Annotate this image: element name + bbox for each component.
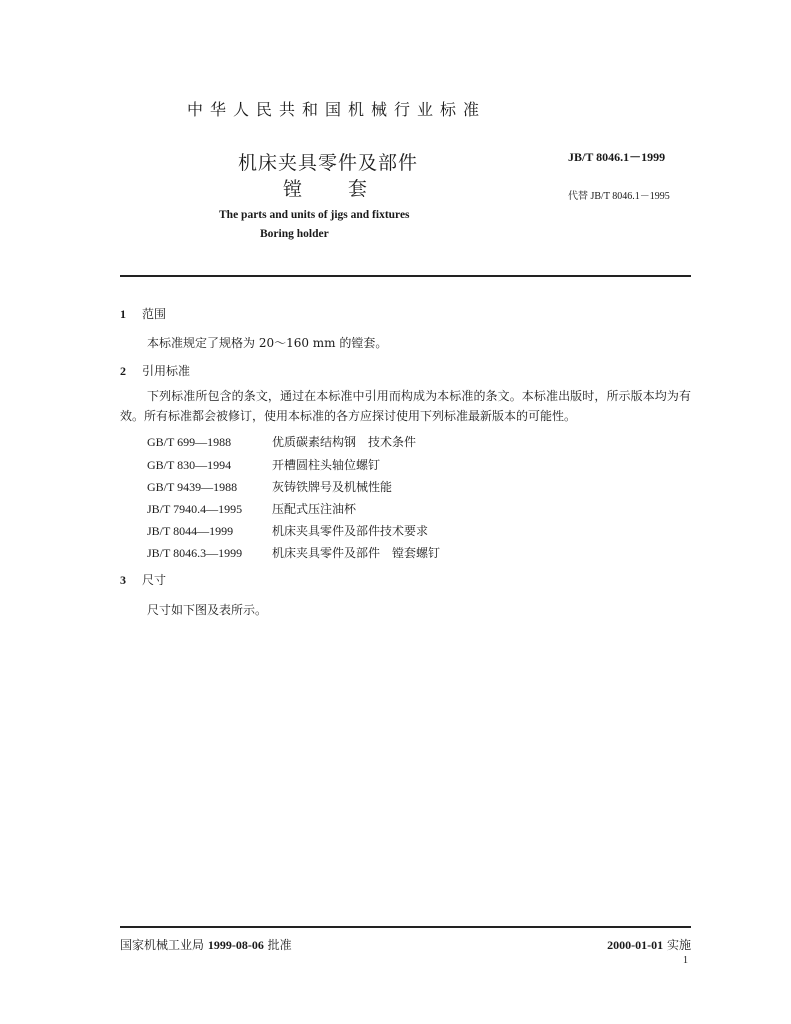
section-number: 1 [120, 307, 126, 321]
bottom-divider [120, 926, 691, 928]
effective-line [607, 936, 691, 953]
reference-title: 压配式压注油杯 [272, 502, 357, 516]
section-1-heading [120, 305, 166, 322]
approval-line [120, 936, 292, 953]
reference-title: 优质碳素结构钢 技术条件 [272, 435, 417, 449]
reference-code: JB/T 7940.4—1995 [147, 502, 243, 516]
reference-title: 机床夹具零件及部件技术要求 [272, 524, 429, 538]
reference-code: GB/T 699—1988 [147, 435, 232, 449]
section-title: 尺寸 [142, 573, 167, 587]
effective-date: 2000-01-01 [607, 938, 664, 952]
reference-code: GB/T 830—1994 [147, 458, 232, 472]
approve-date: 1999-08-06 [207, 938, 264, 952]
reference-title: 开槽圆柱头轴位螺钉 [272, 458, 381, 472]
standard-number: JB/T 8046.1－1999 [568, 150, 666, 164]
title-english: The parts and units of jigs and fixtures [219, 209, 410, 221]
section-2-intro: 下列标准所包含的条文，通过在本标准中引用而构成为本标准的条文。本标准出版时，所示版本均为有效。所有标准都会被修订，使用本标准的各方应探讨使用下列标准最新版本的可能性。 [120, 389, 691, 423]
reference-row [147, 522, 428, 539]
reference-code: JB/T 8044—1999 [147, 524, 234, 538]
reference-title: 灰铸铁牌号及机械性能 [272, 480, 393, 494]
reference-row [147, 544, 440, 561]
reference-row [147, 433, 416, 450]
section-2-heading [120, 362, 190, 379]
issuing-body-header: 中华人民共和国机械行业标准 [187, 100, 487, 119]
reference-row [147, 456, 380, 473]
issuer: 国家机械工业局 [120, 938, 205, 952]
reference-title: 机床夹具零件及部件 镗套螺钉 [272, 546, 441, 560]
reference-code: GB/T 9439—1988 [147, 480, 238, 494]
title-chinese-subtitle: 镗 套 [283, 178, 368, 200]
section-title: 引用标准 [142, 364, 191, 378]
section-number: 2 [120, 364, 126, 378]
approve-label: 批准 [267, 938, 292, 952]
reference-row [147, 478, 392, 495]
top-divider [120, 275, 691, 277]
effective-label: 实施 [666, 938, 691, 952]
title-english-subtitle: Boring holder [260, 228, 329, 240]
section-1-text: 本标准规定了规格为 20～160 mm 的镗套。 [147, 336, 388, 350]
reference-code: JB/T 8046.3—1999 [147, 546, 243, 560]
section-3-heading [120, 571, 166, 588]
section-3-text: 尺寸如下图及表所示。 [147, 603, 268, 617]
reference-row [147, 500, 356, 517]
title-chinese: 机床夹具零件及部件 [238, 152, 419, 174]
section-title: 范围 [142, 307, 167, 321]
section-number: 3 [120, 573, 126, 587]
replaces-standard: 代替 JB/T 8046.1－1995 [568, 191, 670, 202]
page-number: 1 [683, 955, 688, 966]
